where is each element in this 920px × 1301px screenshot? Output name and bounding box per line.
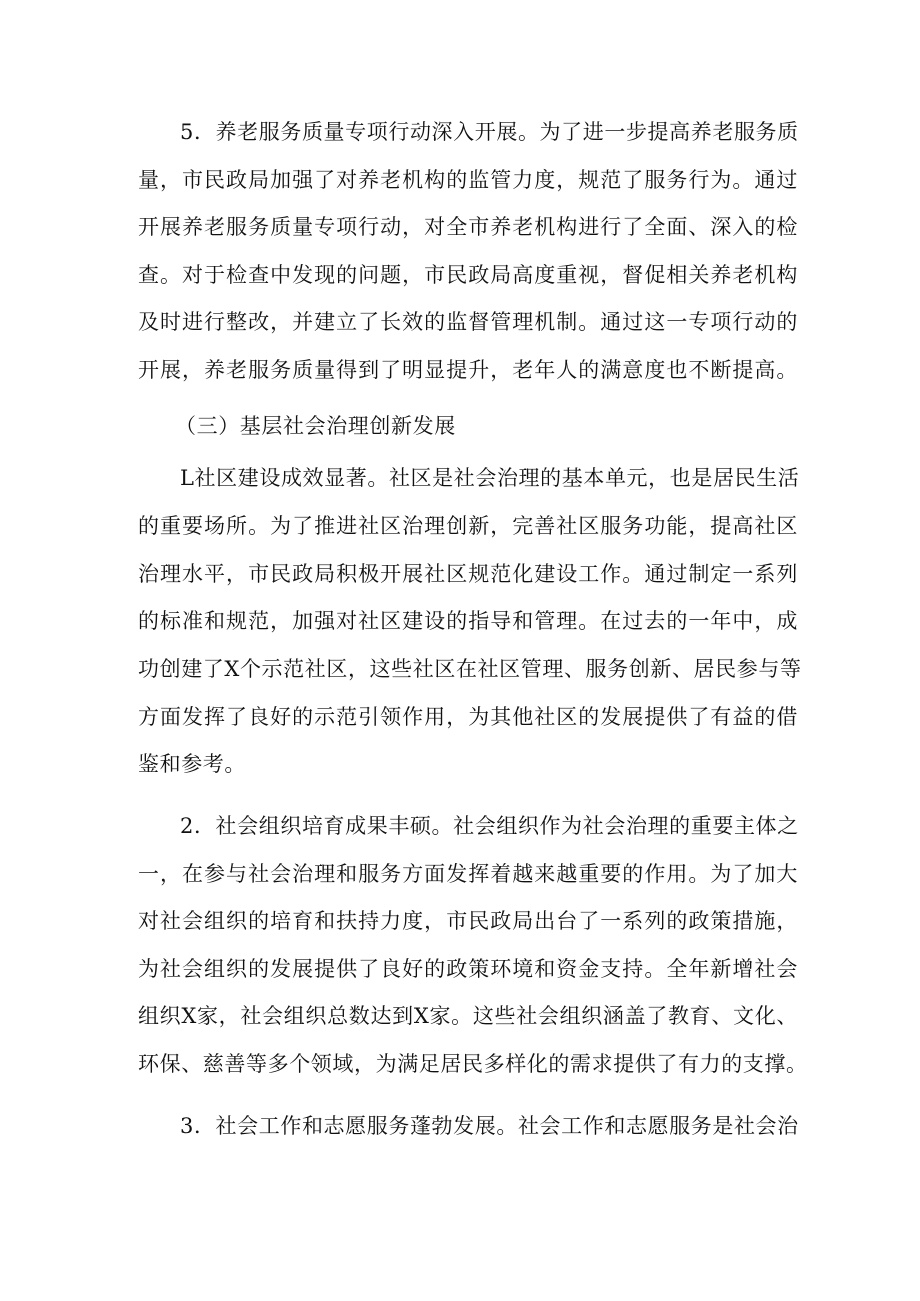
text-line: 方面发挥了良好的示范引领作用，为其他社区的发展提供了有益的借	[138, 705, 798, 729]
text-line: 量，市民政局加强了对养老机构的监管力度，规范了服务行为。通过	[138, 168, 798, 192]
text-line: 功创建了X个示范社区，这些社区在社区管理、服务创新、居民参与等	[138, 657, 802, 681]
text-line: 为社会组织的发展提供了良好的政策环境和资金支持。全年新增社会	[138, 957, 798, 981]
text-line: 组织X家，社会组织总数达到X家。这些社会组织涵盖了教育、文化、	[138, 1004, 798, 1028]
text-line: 开展，养老服务质量得到了明显提升，老年人的满意度也不断提高。	[138, 358, 798, 382]
text-line: 一，在参与社会治理和服务方面发挥着越来越重要的作用。为了加大	[138, 862, 798, 886]
text-line: L社区建设成效显著。社区是社会治理的基本单元，也是居民生活	[180, 466, 800, 490]
section-heading: （三）基层社会治理创新发展	[175, 414, 456, 438]
text-line: 的重要场所。为了推进社区治理创新，完善社区服务功能，提高社区	[138, 514, 798, 538]
text-line: 查。对于检查中发现的问题，市民政局高度重视，督促相关养老机构	[138, 263, 798, 287]
text-line: 治理水平，市民政局积极开展社区规范化建设工作。通过制定一系列	[138, 562, 798, 586]
text-line: 及时进行整改，并建立了长效的监督管理机制。通过这一专项行动的	[138, 310, 798, 334]
text-line: 的标准和规范，加强对社区建设的指导和管理。在过去的一年中，成	[138, 609, 798, 633]
text-line: 3．社会工作和志愿服务蓬勃发展。社会工作和志愿服务是社会治	[180, 1114, 799, 1138]
text-line: 2．社会组织培育成果丰硕。社会组织作为社会治理的重要主体之	[180, 814, 799, 838]
text-line: 开展养老服务质量专项行动，对全市养老机构进行了全面、深入的检	[138, 215, 798, 239]
text-line: 对社会组织的培育和扶持力度，市民政局出台了一系列的政策措施，	[138, 909, 798, 933]
text-line: 5．养老服务质量专项行动深入开展。为了进一步提高养老服务质	[180, 120, 799, 144]
text-line: 环保、慈善等多个领域，为满足居民多样化的需求提供了有力的支撑。	[138, 1052, 808, 1076]
text-line: 鉴和参考。	[138, 752, 246, 776]
